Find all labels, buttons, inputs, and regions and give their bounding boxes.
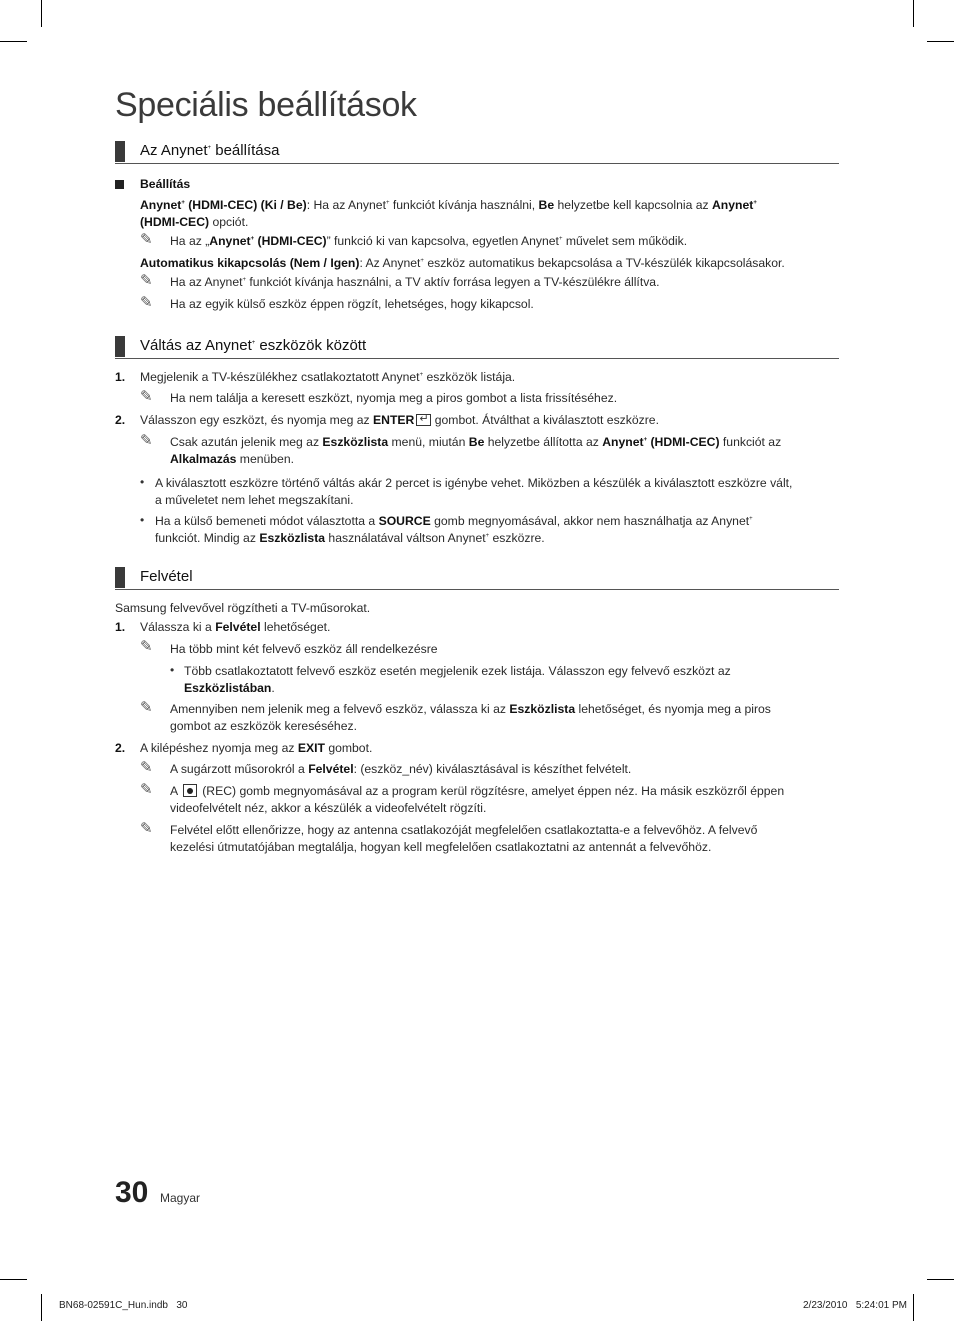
- note: Ha több mint két felvevő eszköz áll rendelkezésre: [170, 642, 438, 656]
- step-text: Válasszon egy eszközt, és nyomja meg az ENTER↵ gombot. Átválthat a kiválasztott eszközre.: [140, 412, 659, 429]
- bullet-dot: •: [170, 663, 175, 677]
- bullet-text: Ha a külső bemeneti módot választotta a SOURCE gomb megnyomásával, akkor nem használhatja az Anynet+: [155, 514, 753, 528]
- bullet-dot: •: [140, 475, 145, 489]
- section-heading-switching: [115, 336, 839, 359]
- pencil-note-icon: ✎: [140, 388, 153, 405]
- step-number: 2.: [115, 413, 126, 427]
- section-marker: [115, 567, 125, 588]
- footer-timestamp: 2/23/2010 5:24:01 PM: [803, 1300, 907, 1311]
- pencil-note-icon: ✎: [140, 638, 153, 655]
- bullet-text-cont: a műveletet nem lehet megszakítani.: [155, 493, 354, 507]
- setting-auto-power-off: Automatikus kikapcsolás (Nem / Igen): Az Anynet+ eszköz automatikus bekapcsolása a TV-készülék kikapcsolásakor.: [140, 256, 785, 270]
- bullet-text-cont: funkciót. Mindig az Eszközlista használatával váltson Anynet+ eszközre.: [155, 531, 545, 545]
- setting-anynet-hdmi-cec-cont: (HDMI-CEC) opciót.: [140, 215, 249, 229]
- pencil-note-icon: ✎: [140, 294, 153, 311]
- crop-mark: [913, 0, 914, 27]
- pencil-note-icon: ✎: [140, 759, 153, 776]
- square-bullet-icon: [115, 180, 124, 189]
- note: A sugárzott műsorokról a Felvétel: (eszköz_név) kiválasztásával is készíthet felvételt.: [170, 762, 632, 776]
- record-button-icon: [183, 784, 197, 797]
- crop-mark: [41, 0, 42, 27]
- step-number: 1.: [115, 370, 126, 384]
- page-language: Magyar: [160, 1191, 201, 1205]
- note: Ha nem találja a keresett eszközt, nyomja meg a piros gombot a lista frissítéséhez.: [170, 391, 618, 405]
- footer-file-name: BN68-02591C_Hun.indb 30: [59, 1300, 188, 1311]
- note: Ha az Anynet+ funkciót kívánja használni, a TV aktív forrása legyen a TV-készülékre állítva.: [170, 275, 660, 289]
- bullet-text: Több csatlakoztatott felvevő eszköz esetén megjelenik ezek listája. Válasszon egy felvevő eszközt az: [184, 664, 731, 678]
- note-cont: gombot az eszközök kereséséhez.: [170, 719, 357, 733]
- note: Felvétel előtt ellenőrizze, hogy az antenna csatlakozóját megfelelően csatlakoztatta-e a felvevőhöz. A felvevő: [170, 823, 758, 837]
- pencil-note-icon: ✎: [140, 432, 153, 449]
- enter-button-icon: [416, 414, 431, 426]
- setting-anynet-hdmi-cec: Anynet+ (HDMI-CEC) (Ki / Be): Ha az Anynet+ funkciót kívánja használni, Be helyzetbe kell kapcsolnia az Anynet+: [140, 198, 757, 212]
- step-number: 1.: [115, 620, 126, 634]
- pencil-note-icon: ✎: [140, 272, 153, 289]
- bullet-text: A kiválasztott eszközre történő váltás akár 2 percet is igénybe vehet. Miközben a készülék a kiválasztott eszközre vált,: [155, 476, 793, 490]
- crop-mark: [927, 41, 954, 42]
- section-heading-anynet-setup: [115, 141, 839, 164]
- intro-text: Samsung felvevővel rögzítheti a TV-műsorokat.: [115, 601, 371, 615]
- note: Csak azután jelenik meg az Eszközlista menü, miután Be helyzetbe állította az Anynet+ (HDMI-CEC) funkciót az: [170, 435, 782, 449]
- note: Ha az „Anynet+ (HDMI-CEC)” funkció ki van kapcsolva, egyetlen Anynet+ művelet sem működik.: [170, 234, 688, 248]
- bullet-dot: •: [140, 513, 145, 527]
- pencil-note-icon: ✎: [140, 699, 153, 716]
- note-cont: videofelvételt néz, akkor a készülék a videofelvételt rögzíti.: [170, 801, 487, 815]
- note-cont: Alkalmazás menüben.: [170, 452, 294, 466]
- page-title: Speciális beállítások: [115, 86, 417, 124]
- section-marker: [115, 141, 125, 162]
- section-title: Váltás az Anynet+ eszközök között: [140, 337, 367, 354]
- pencil-note-icon: ✎: [140, 820, 153, 837]
- note: Ha az egyik külső eszköz éppen rögzít, lehetséges, hogy kikapcsol.: [170, 297, 534, 311]
- crop-mark: [913, 1294, 914, 1321]
- note: Amennyiben nem jelenik meg a felvevő eszköz, válassza ki az Eszközlista lehetőséget, és nyomja meg a piros: [170, 702, 771, 716]
- section-marker: [115, 336, 125, 357]
- section-title: Az Anynet+ beállítása: [140, 142, 280, 159]
- crop-mark: [927, 1279, 954, 1280]
- subheading: Beállítás: [140, 177, 191, 191]
- pencil-note-icon: ✎: [140, 781, 153, 798]
- page-number: 30: [115, 1176, 149, 1209]
- bullet-text-cont: Eszközlistában.: [184, 681, 275, 695]
- section-heading-recording: [115, 567, 839, 590]
- crop-mark: [0, 41, 27, 42]
- crop-mark: [41, 1294, 42, 1321]
- crop-mark: [0, 1279, 27, 1280]
- pencil-note-icon: ✎: [140, 231, 153, 248]
- section-title: Felvétel: [140, 568, 193, 585]
- step-number: 2.: [115, 741, 126, 755]
- note: A (REC) gomb megnyomásával az a program kerül rögzítésre, amelyet éppen néz. Ha másik eszközről éppen: [170, 784, 785, 798]
- step-text: Megjelenik a TV-készülékhez csatlakoztatott Anynet+ eszközök listája.: [140, 370, 516, 384]
- step-text: A kilépéshez nyomja meg az EXIT gombot.: [140, 741, 373, 755]
- note-cont: kezelési útmutatójában megtalálja, hogyan kell megfelelően csatlakoztatni az antennát a felvevőhöz.: [170, 840, 712, 854]
- step-text: Válassza ki a Felvétel lehetőséget.: [140, 620, 331, 634]
